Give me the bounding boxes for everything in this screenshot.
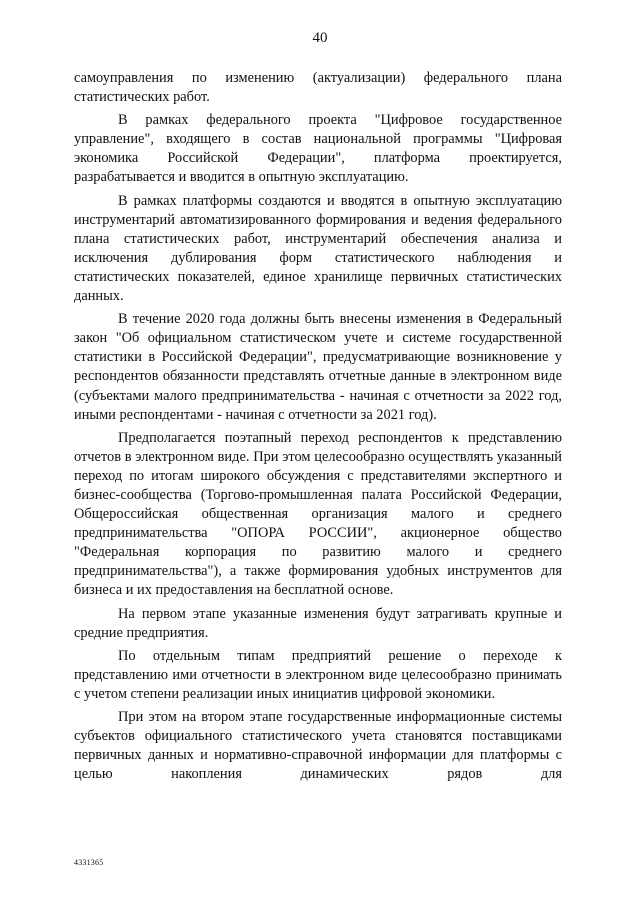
paragraph-enterprise-types: По отдельным типам предприятий решение о переходе к представлению ими отчетности в электронном виде целесообразно принимать с учетом степени реализации иных инициатив цифровой экономики. — [74, 647, 562, 702]
paragraph-second-stage: При этом на втором этапе государственные информационные системы субъектов официального статистического учета становятся поставщиками первичных данных и нормативно-справочной информации для платформы с целью накопления динамических рядов для — [74, 709, 562, 783]
paragraph-digital-governance: В рамках федерального проекта "Цифровое государственное управление", входящего в состав национальной программы "Цифровая экономика Российской Федерации", платформа проектируется, разрабатывается и вводится в опытную эксплуатацию. — [74, 112, 562, 186]
paragraph-phased-transition: Предполагается поэтапный переход респондентов к представлению отчетов в электронном виде. При этом целесообразно осуществлять указанный переход по итогам широкого обсуждения с представителями экспертного и бизнес-сообщества (Торгово-промышленная палата Российской Федерации, Общероссийская общественная организация малого и среднего предпринимательства "ОПОРА РОССИИ", акционерное общество "Федеральная корпорация по развитию малого и среднего предпринимательства"), а также формирования удобных инструментов для бизнеса и их предоставления на бесплатной основе. — [74, 429, 562, 599]
paragraph-law-amendments: В течение 2020 года должны быть внесены изменения в Федеральный закон "Об официальном статистическом учете и системе государственной статистики в Российской Федерации", предусматривающие возникновение у респондентов обязанности представлять отчетные данные в электронном виде (субъектами малого предпринимательства - начиная с отчетности за 2022 год, иными респондентами - начиная с отчетности за 2021 год). — [74, 311, 562, 423]
page-number: 40 — [312, 30, 328, 46]
paragraph-continuation: самоуправления по изменению (актуализации) федерального плана статистических работ. — [74, 70, 562, 106]
document-body — [74, 69, 562, 788]
paragraph-first-stage: На первом этапе указанные изменения будут затрагивать крупные и средние предприятия. — [74, 605, 562, 641]
paragraph-platform-tools: В рамках платформы создаются и вводятся в опытную эксплуатацию инструментарий автоматизированного формирования и ведения федерального плана статистических работ, инструментарий обеспечения анализа и исключения дублирования форм статистического наблюдения и статистических показателей, единое хранилище первичных статистических данных. — [74, 192, 562, 305]
document-id: 4331365 — [74, 858, 104, 867]
